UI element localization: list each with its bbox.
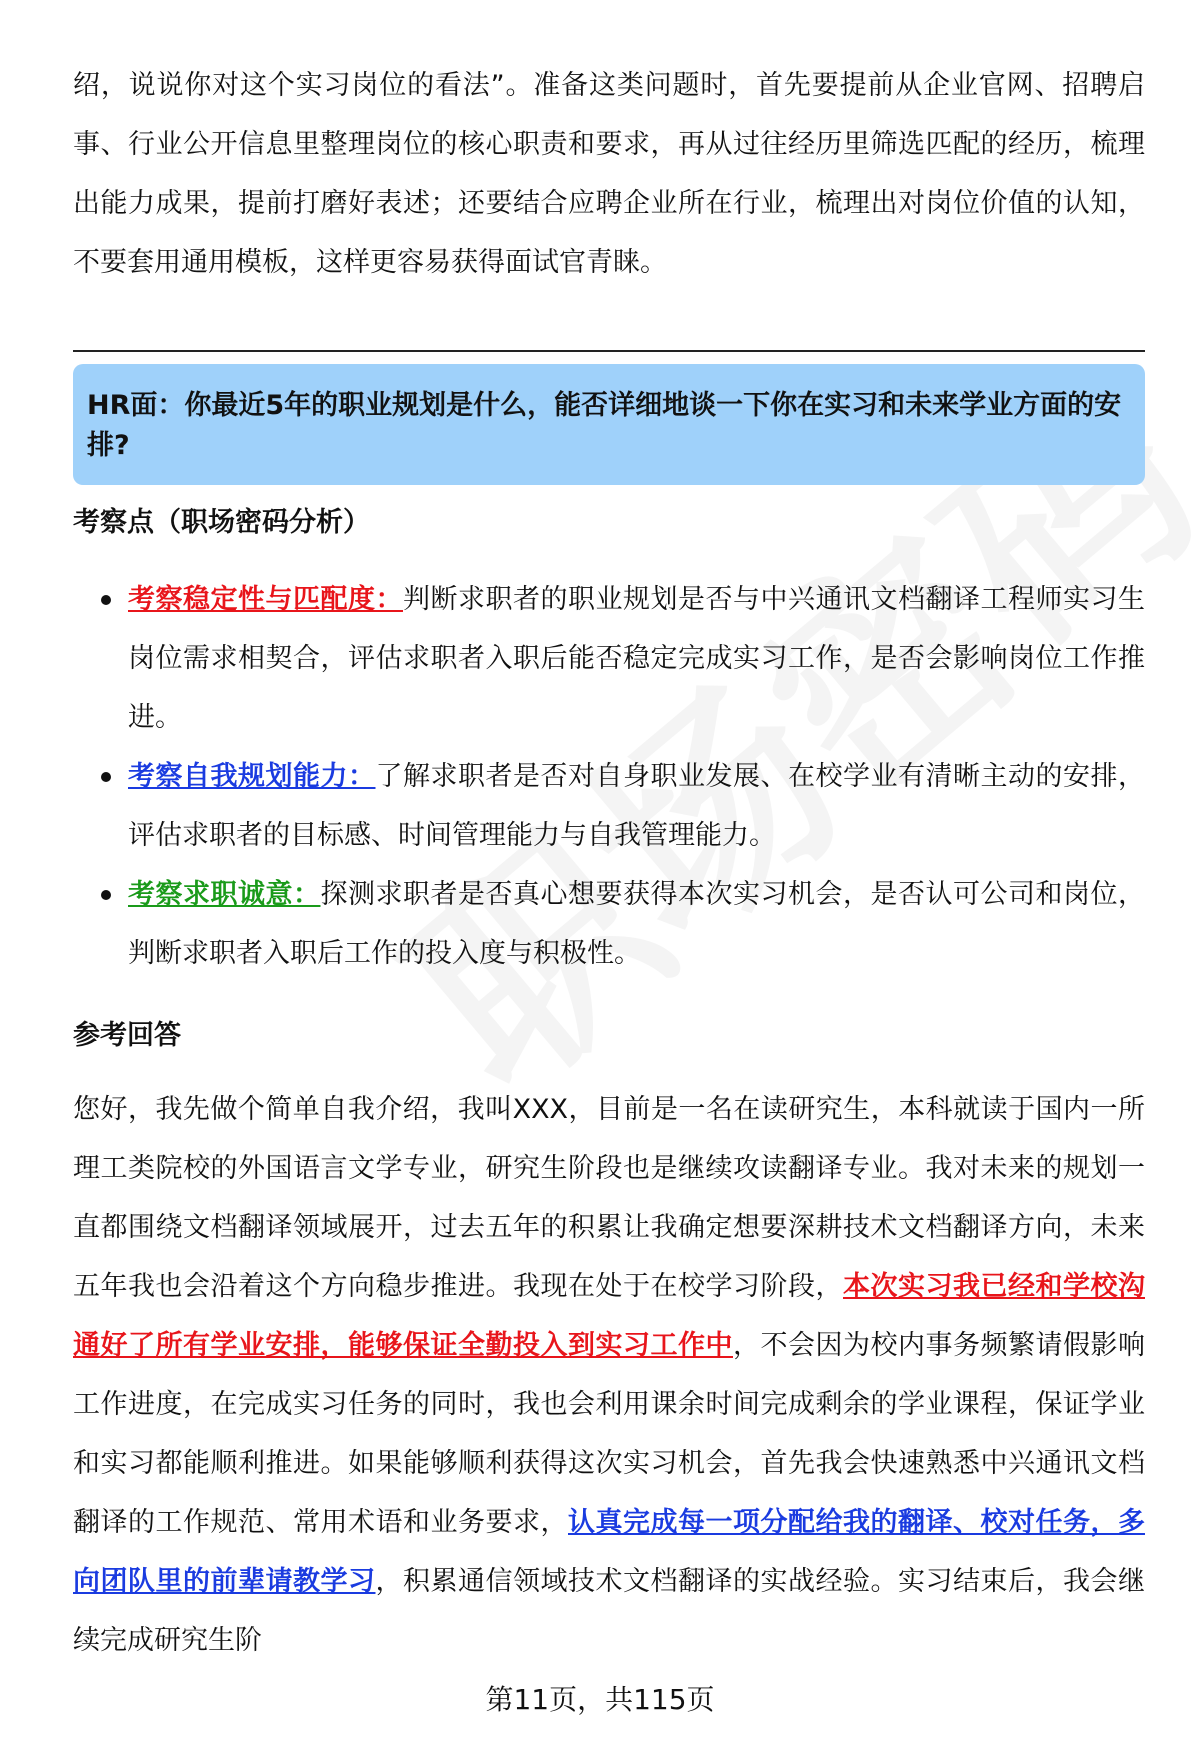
list-item bbox=[128, 570, 1145, 747]
intro-paragraph: 绍，说说你对这个实习岗位的看法”。准备这类问题时，首先要提前从企业官网、招聘启事、行业公开信息里整理岗位的核心职责和要求，再从过往经历里筛选匹配的经历，梳理出能力成果，提前打磨好表述；还要结合应聘企业所在行业，梳理出对岗位价值的认知，不要套用通用模板，这样更容易获得面试官青睐。 bbox=[73, 70, 1145, 278]
answer-text: 您好，我先做个简单自我介绍，我叫XXX，目前是一名在读研究生，本科就读于国内一所理工类院校的外国语言文学专业，研究生阶段也是继续攻读翻译专业。我对未来的规划一直都围绕文档翻译领域展开，过去五年的积累让我确定想要深耕技术文档翻译方向，未来五年我也会沿着这个方向稳步推进。我现在处于在校学习阶段， bbox=[73, 1094, 1145, 1302]
answer-paragraph bbox=[73, 1080, 1145, 1670]
question-box: HR面：你最近5年的职业规划是什么，能否详细地谈一下你在实习和未来学业方面的安排? bbox=[73, 364, 1145, 485]
point-key: 考察自我规划能力： bbox=[128, 761, 376, 792]
page-number: 第11页，共115页 bbox=[485, 1683, 715, 1716]
answer-text: ，积累通信领域技术文档翻译的实战经验。实习结束后，我会继续完成研究生阶 bbox=[73, 1566, 1145, 1656]
list-item bbox=[128, 747, 1145, 865]
point-key: 考察稳定性与匹配度： bbox=[128, 584, 403, 615]
point-text: 了解求职者是否对自身职业发展、在校学业有清晰主动的安排，评估求职者的目标感、时间管理能力与自我管理能力。 bbox=[128, 761, 1145, 851]
answer-text: ，不会因为校内事务频繁请假影响工作进度，在完成实习任务的同时，我也会利用课余时间完成剩余的学业课程，保证学业和实习都能顺利推进。如果能够顺利获得这次实习机会，首先我会快速熟悉中兴通讯文档翻译的工作规范、常用术语和业务要求， bbox=[73, 1330, 1145, 1538]
list-item bbox=[128, 865, 1145, 983]
point-text: 探测求职者是否真心想要获得本次实习机会，是否认可公司和岗位，判断求职者入职后工作的投入度与积极性。 bbox=[128, 879, 1145, 969]
point-key: 考察求职诚意： bbox=[128, 879, 321, 910]
analysis-heading: 考察点（职场密码分析） bbox=[73, 507, 370, 538]
answer-highlight: 认真完成每一项分配给我的翻译、校对任务，多向团队里的前辈请教学习 bbox=[73, 1507, 1145, 1597]
answer-heading: 参考回答 bbox=[73, 1020, 181, 1051]
section-divider bbox=[73, 350, 1145, 352]
point-text: 判断求职者的职业规划是否与中兴通讯文档翻译工程师实习生岗位需求相契合，评估求职者入职后能否稳定完成实习工作，是否会影响岗位工作推进。 bbox=[128, 584, 1145, 733]
analysis-list bbox=[73, 570, 1145, 983]
answer-highlight: 本次实习我已经和学校沟通好了所有学业安排，能够保证全勤投入到实习工作中 bbox=[73, 1271, 1145, 1361]
